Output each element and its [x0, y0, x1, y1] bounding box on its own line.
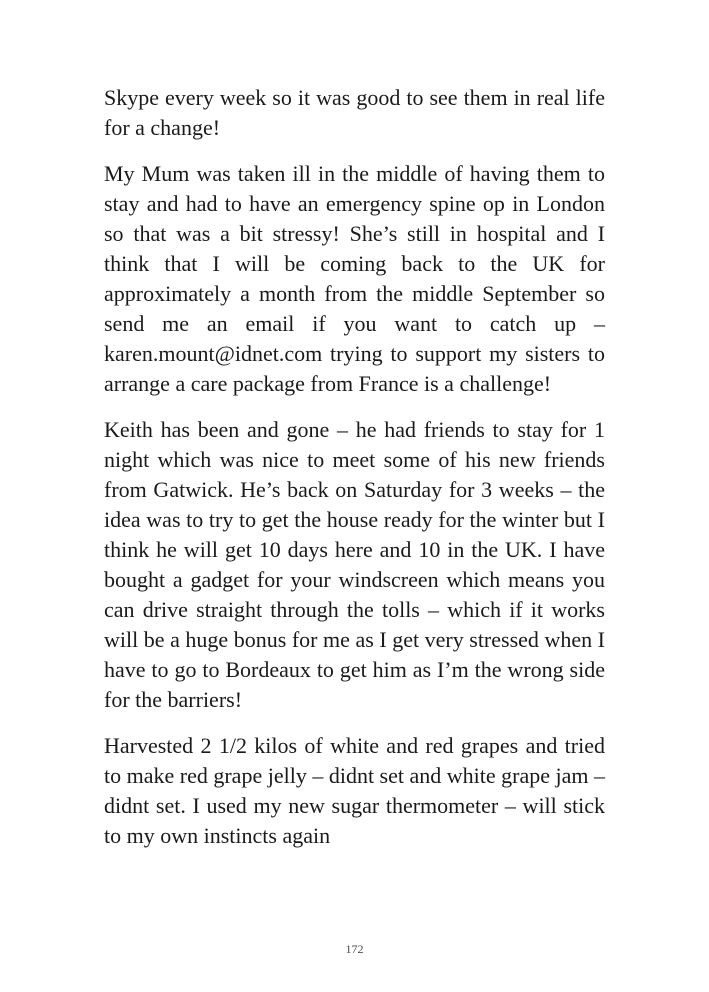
paragraph-mum: My Mum was taken ill in the middle of having them to stay and had to have an emergency spine op in London so that was a bit stressy! She’s still in hospital and I think that I will be coming back to the UK for approximately a month from the middle September so send me an email if you want to catch up – karen.mount@idnet.com trying to support my sisters to arrange a care package from France is a challenge! — [104, 161, 605, 396]
paragraph-skype: Skype every week so it was good to see them in real life for a change! — [104, 85, 605, 140]
page-number: 172 — [345, 942, 364, 956]
body-text — [104, 83, 605, 867]
paragraph-grapes: Harvested 2 1/2 kilos of white and red grapes and tried to make red grape jelly – didnt set and white grape jam – didnt set. I used my new sugar thermometer – will stick to my own instincts again — [104, 733, 605, 848]
paragraph-keith: Keith has been and gone – he had friends to stay for 1 night which was nice to meet some of his new friends from Gatwick. He’s back on Saturday for 3 weeks – the idea was to try to get the house ready for the winter but I think he will get 10 days here and 10 in the UK. I have bought a gadget for your windscreen which means you can drive straight through the tolls – which if it works will be a huge bonus for me as I get very stressed when I have to go to Bordeaux to get him as I’m the wrong side for the barriers! — [104, 417, 605, 712]
